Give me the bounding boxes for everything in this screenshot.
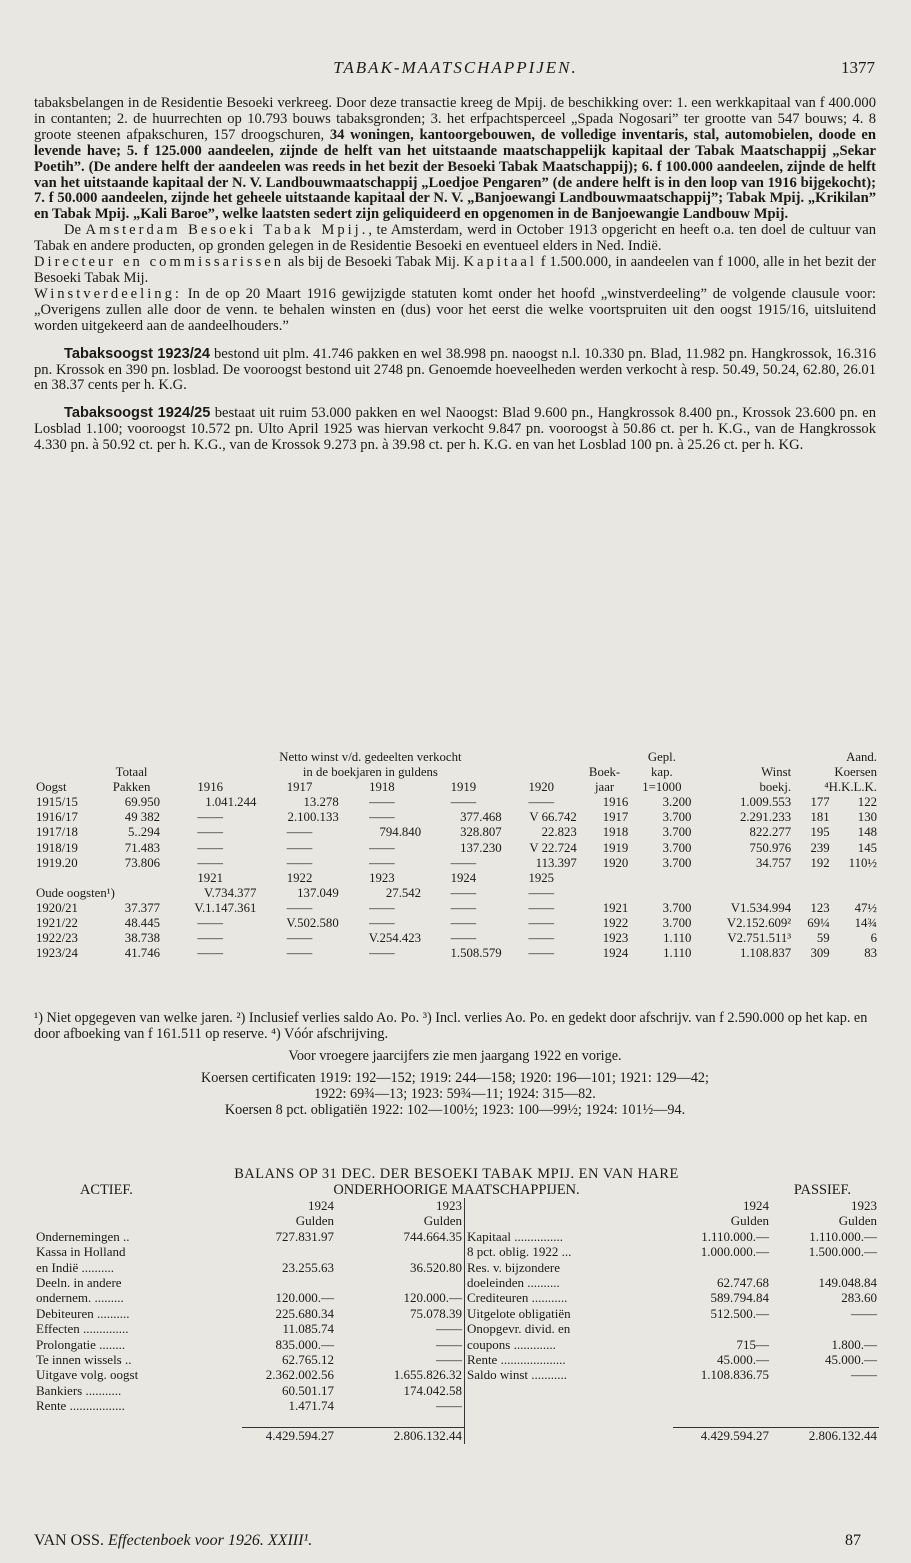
earlier-figures-note: Voor vroegere jaarcijfers zie men jaargang 1922 en vorige. bbox=[288, 1048, 622, 1064]
table-row: 1919.20 73.806 —— —— —— —— 113.397 1920 3.700 34.757 192 110½ bbox=[36, 855, 877, 870]
running-header bbox=[0, 58, 911, 82]
table-row: 1922/23 38.738 —— —— V.254.423 —— —— 1923 1.110 V2.751.511³ 59 6 bbox=[36, 931, 877, 946]
balance-title: BALANS OP 31 DEC. DER BESOEKI TABAK MPIJ. EN VAN HARE bbox=[234, 1166, 679, 1182]
balance-subtitle: ONDERHOORIGE MAATSCHAPPIJEN. bbox=[333, 1182, 580, 1198]
paragraph-directors: Directeur en commissarissen als bij de Besoeki Tabak Mij. Kapitaal f 1.500.000, in aandeelen van f 1000, alle in het bezit der Besoeki Tabak Mij. bbox=[34, 254, 876, 286]
balance-sheet bbox=[34, 1167, 879, 1444]
balance-row: Uitgave volg. oogst 2.362.002.56 1.655.826.32 Saldo winst ........... 1.108.836.75 —— bbox=[36, 1367, 877, 1383]
paragraph-harvest-1924: Tabaksoogst 1924/25 bestaat uit ruim 53.000 pakken en wel Naoogst: Blad 9.600 pn., Hangkrossok 8.400 pn., Krossok 23.600 pn. en Losblad 1.100; vooroogst 10.572 pn. Ulto April 1925 was hiervan verkocht 9.847 pn. vooroogst à 50.86 ct. per h. K.G., van de Hangkrossok 4.330 pn. à 50.92 ct. per h. K.G., van de Krossok 9.273 pn. à 39.98 ct. per h. K.G. en van het Losblad 100 pn. à 25.26 ct. per h. KG. bbox=[34, 405, 876, 454]
company-name: Amsterdam Besoeki Tabak Mpij. bbox=[85, 222, 369, 239]
table-row: 1917/18 5..294 —— —— 794.840 328.807 22.823 1918 3.700 822.277 195 148 bbox=[36, 825, 877, 840]
table-subheader-row: 1921 1922 1923 1924 1925 bbox=[197, 870, 555, 885]
paragraph-profit-distribution: Winstverdeeling: In de op 20 Maart 1916 gewijzigde statuten komt onder het hoofd „winstverdeeling” de volgende clausule voor: „Overigens zullen alle door de venn. te behalen winsten en (dus) voor het eerst die welke voortspruiten uit den oogst 1915/16, uitsluitend worden uitgekeerd aan de aandeelhouders.” bbox=[34, 285, 876, 334]
balance-total-row: 4.429.594.27 2.806.132.44 4.429.594.27 2.806.132.44 bbox=[34, 1428, 879, 1444]
table-row: 1916/17 49 382 —— 2.100.133 —— 377.468 V 66.742 1917 3.700 2.291.233 181 130 bbox=[36, 810, 877, 825]
balance-row: en Indië .......... 23.255.63 36.520.80 Res. v. bijzondere bbox=[34, 1260, 879, 1275]
paragraph-harvest-1923: Tabaksoogst 1923/24 bestond uit plm. 41.746 pakken en wel 38.998 pn. naoogst n.l. 10.330 pn. Blad, 11.982 pn. Hangkrossok, 16.316 pn. Krossok en 390 pn. losblad. De vooroogst bestond uit 2748 pn. Genoemde hoeveelheden werden verkocht à resp. 50.49, 50.24, 62.80, 26.01 en 38.37 cents per h. K.G. bbox=[34, 345, 876, 394]
certificate-prices: Koersen certificaten 1919: 192—152; 1919: 244—158; 1920: 196—101; 1921: 129—42; bbox=[201, 1070, 709, 1086]
balance-row: Ondernemingen .. 727.831.97 744.664.35 Kapitaal ............... 1.110.000.— 1.110.000.— bbox=[36, 1228, 877, 1244]
table-row: 1915/15 69.950 1.041.244 13.278 —— —— —— 1916 3.200 1.009.553 177 122 bbox=[36, 795, 877, 810]
balance-row: Kassa in Holland 8 pct. oblig. 1922 ... 1.000.000.— 1.500.000.— bbox=[36, 1244, 877, 1260]
table-notes: ¹) Niet opgegeven van welke jaren. ²) Inclusief verlies saldo Ao. Po. ³) Incl. verlies Ao. Po. en gedekt door afschrijv. van f 2.590.000 op het kap. en door afboeking van f 161.511 op reserve. ⁴) Vóór afschrijving. Voor vroegere jaarcijfers zie men jaargang 1922 en vorige. Koersen certificaten 1919: 192—152; 1919: 244—158; 1920: 196—101; 1921: 129—42; 1922: 69¾—13; 1923: 59¾—11; 1924: 315—82. Koersen 8 pct. obligatiën 1922: 102—100½; 1923: 100—99½; 1924: 101½—94. bbox=[34, 1010, 876, 1118]
bold-passage: 34 woningen, kantoorgebouwen, de volledige inventaris, stal, automobielen, doode en levende have; 5. f 125.000 aandeelen, zijnde de helft van het uitstaande maatschappelijk kapitaal der Tabak Maatschappij „Sekar Poetih”. (De andere helft der aandeelen was reeds in het bezit der Besoeki Tabak Maatschappij); 6. f 100.000 aandeelen, zijnde de helft van het uitstaande kapitaal der N. V. Landbouwmaatschappij „Loedjoe Pengaren” (de andere helft is in den loop van 1916 bijgekocht); 7. f 50.000 aandeelen, zijnde het geheele uitstaande kapitaal der N. V. „Banjoewangi Landbouwmaatschappij”; Tabak Mpij. „Krikilan” en Tabak Mpij. „Kali Baroe”, welke laatsten sedert zijn geliquideerd en opgenomen in de Banjoewangie Landbouw Mpij. bbox=[34, 126, 876, 223]
bond-prices: Koersen 8 pct. obligatiën 1922: 102—100½; 1923: 100—99½; 1924: 101½—94. bbox=[224, 1102, 686, 1118]
paragraph-amsterdam-besoeki: De Amsterdam Besoeki Tabak Mpij., te Amsterdam, werd in October 1913 opgericht en heeft o.a. ten doel de cultuur van Tabak en andere producten, op gronden gelegen in de Residentie Besoeki en eventueel elders in Ned. Indië. bbox=[34, 222, 877, 255]
volume: XXIII¹. bbox=[267, 1532, 313, 1549]
body-text bbox=[34, 96, 876, 454]
balance-row: Debiteuren .......... 225.680.34 75.078.39 Uitgelote obligatiën 512.500.— —— bbox=[36, 1305, 877, 1321]
table-row: Oude oogsten¹) V.734.377 137.049 27.542 —— —— bbox=[36, 885, 555, 900]
publication-title: Effectenboek voor 1926. bbox=[107, 1532, 264, 1549]
balance-table: 1924 1923 1924 1923 Gulden Gulden Gulden Gulden Ondernemingen .. 727.831.97 744.664.35 Kapitaal ............... 1.110.000.— 1.110.000.— Kassa in Holland 8 pct. oblig. 1922 ... 1.000.000.— 1.500.000.— en Indië .......... 23.255.63 36.520.80 Res. v. bijzondere Deeln. in andere doeleinden .......... 62.747.68 149.048.84 ondernem. ......... 120.000.— 120.000.— Crediteuren ........... 589.794.84 283.60 Debiteuren .......... 225.680.34 75.078.39 Uitgelote obligatiën 512.500.— —— Effecten .............. 11.085.74 —— Onopgevr. divid. en Prolongatie ........ 835.000.— —— coupons ............. 715— 1.800.— Te innen wissels .. 62.765.12 —— Rente .................... 45.000.— 45.000.— Uitgave volg. oogst 2.362.002.56 1.655.826.32 Saldo winst ........... 1.108.836.75 —— Bankiers ........... 60.501.17 174.042.58 Rente ................. 1.471.74 —— 4.429.594.27 2.806.132.44 4.429.594.27 2.806.132.44 bbox=[36, 1198, 877, 1444]
balance-row: Deeln. in andere doeleinden .......... 62.747.68 149.048.84 bbox=[36, 1275, 877, 1291]
table-row: 1923/24 41.746 —— —— —— 1.508.579 —— 1924 1.110 1.108.837 309 83 bbox=[36, 946, 877, 961]
publisher: VAN OSS. bbox=[34, 1532, 104, 1549]
passief-label: PASSIEF. bbox=[793, 1182, 851, 1198]
paragraph-acquisition: tabaksbelangen in de Residentie Besoeki verkreeg. Door deze transactie kreeg de Mpij. de beschikking over: 1. een werkkapitaal van f 400.000 in contanten; 2. de huurrechten op 10.793 bouws tabaksgronden; 3. het erfpachtsperceel „Spada Nogosari” ter grootte van 547 bouws; 4. 8 groote steenen afpakschuren, 157 droogschuren, 34 woningen, kantoorgebouwen, de volledige inventaris, stal, automobielen, doode en levende have; 5. f 125.000 aandeelen, zijnde de helft van het uitstaande maatschappelijk kapitaal der Tabak Maatschappij „Sekar Poetih”. (De andere helft der aandeelen was reeds in het bezit der Besoeki Tabak Maatschappij); 6. f 100.000 aandeelen, zijnde de helft van het uitstaande kapitaal der N. V. Landbouwmaatschappij „Loedjoe Pengaren” (de andere helft is in den loop van 1916 bijgekocht); 7. f 50.000 aandeelen, zijnde het geheele uitstaande kapitaal der N. V. „Banjoewangi Landbouwmaatschappij”; Tabak Mpij. „Krikilan” en Tabak Mpij. „Kali Baroe”, welke laatsten sedert zijn geliquideerd en opgenomen in de Banjoewangie Landbouw Mpij. bbox=[34, 95, 876, 223]
page-number: 1377 bbox=[841, 58, 875, 77]
page-title: TABAK-MAATSCHAPPIJEN. bbox=[333, 58, 578, 77]
balance-row: ondernem. ......... 120.000.— 120.000.— Crediteuren ........... 589.794.84 283.60 bbox=[36, 1290, 877, 1306]
balance-row: Bankiers ........... 60.501.17 174.042.58 bbox=[34, 1383, 879, 1398]
footnotes: ¹) Niet opgegeven van welke jaren. ²) Inclusief verlies saldo Ao. Po. ³) Incl. verlies Ao. Po. en gedekt door afschrijv. van f 2.590.000 op het kap. en door afboeking van f 161.511 op reserve. ⁴) Vóór afschrijving. bbox=[34, 1010, 868, 1042]
harvest-heading-1924: Tabaksoogst 1924/25 bbox=[64, 405, 211, 422]
harvest-heading-1923: Tabaksoogst 1923/24 bbox=[64, 345, 211, 362]
actief-label: ACTIEF. bbox=[80, 1182, 133, 1198]
table-row: 1921/22 48.445 —— V.502.580 —— —— —— 1922 3.700 V2.152.609² 69¼ 14¾ bbox=[36, 916, 877, 931]
balance-row: Prolongatie ........ 835.000.— —— coupons ............. 715— 1.800.— bbox=[36, 1336, 877, 1352]
balance-row: Effecten .............. 11.085.74 —— Onopgevr. divid. en bbox=[34, 1321, 879, 1336]
table-header-row: Oogst Pakken 1916 1917 1918 1919 1920 jaar 1=1000 boekj. ⁴H.K.L.K. bbox=[36, 780, 877, 795]
balance-row: Te innen wissels .. 62.765.12 —— Rente .................... 45.000.— 45.000.— bbox=[36, 1352, 877, 1368]
table-row: 1920/21 37.377 V.1.147.361 —— —— —— —— 1921 3.700 V1.534.994 123 47½ bbox=[36, 900, 877, 915]
table-row: 1918/19 71.483 —— —— —— 137.230 V 22.724 1919 3.700 750.976 239 145 bbox=[36, 840, 877, 855]
footer-page-number: 87 bbox=[845, 1532, 861, 1549]
net-profit-table: Netto winst v/d. gedeelten verkocht Gepl. Aand. Totaal in de boekjaren in guldens Boek- kap. Winst Koersen Oogst Pakken 1916 1917 1918 1919 1920 jaar 1=1000 boekj. ⁴H.K.L.K. 1915/15 69.950 1.041.244 13.278 —— —— —— 1916 3.200 1.009.553 177 122 1916/17 49 382 —— 2.100.133 —— 377.468 V 66.742 1917 3.700 2.291.233 181 130 1917/18 5..294 —— —— 794.840 328.807 22.823 1918 3.700 822.277 195 148 1918/19 71.483 —— —— —— 137.230 V 22.724 1919 3.700 750.976 239 145 1919.20 73.806 —— —— —— —— 113.397 1920 3.700 34.757 192 110½ 1921 1922 1923 1924 1925 Oude oogsten¹) V.734.377 137.049 27.542 —— —— 1920/21 37.377 V.1.147.361 —— —— —— —— 1921 3.700 V1.534.994 123 47½ 1921/22 48.445 —— V.502.580 —— —— —— 1922 3.700 V2.152.609² 69¼ 14¾ 1922/23 38.738 —— —— V.254.423 —— —— 1923 1.110 V2.751.511³ 59 6 1923/24 41.746 —— —— —— 1.508.579 —— 1924 1.110 1.108.837 309 83 bbox=[36, 750, 877, 961]
balance-row: Rente ................. 1.471.74 —— bbox=[34, 1398, 879, 1413]
page-footer bbox=[34, 1532, 876, 1556]
